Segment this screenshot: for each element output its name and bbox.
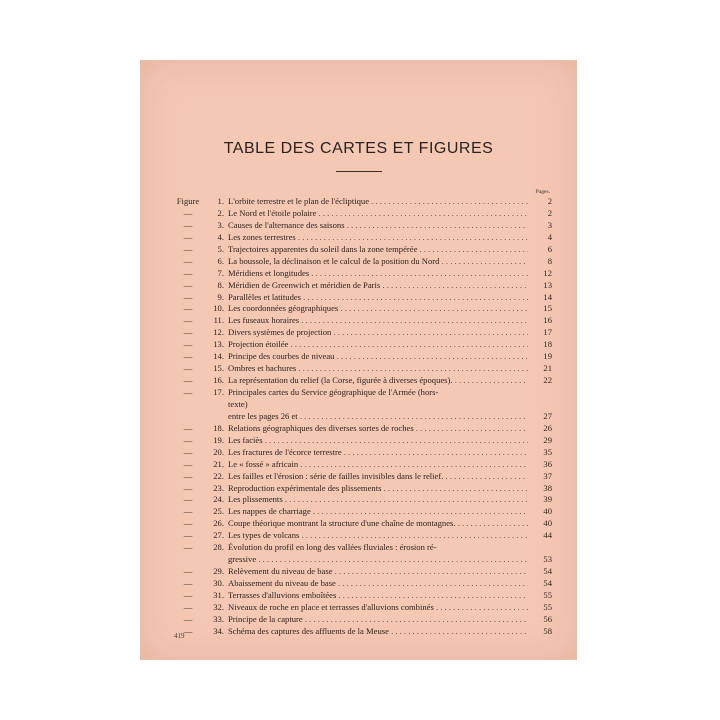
figure-lead: — <box>183 315 193 326</box>
toc-row <box>174 399 552 411</box>
toc-row <box>174 614 552 626</box>
table-of-figures <box>174 196 552 638</box>
figure-page: 38 <box>543 482 552 493</box>
figure-lead: — <box>183 255 193 266</box>
figure-page: 58 <box>543 625 552 636</box>
figure-title: Les nappes de charriage . . . <box>228 506 528 518</box>
figure-title: gressive . . . <box>228 554 528 566</box>
figure-page: 55 <box>543 601 552 612</box>
figure-title: Les faciès . . . <box>228 435 528 447</box>
toc-row <box>174 530 552 542</box>
figure-page: 13 <box>543 279 552 290</box>
figure-number: 27. <box>213 530 224 541</box>
figure-number: 25. <box>213 506 224 517</box>
title-rule <box>336 171 382 172</box>
toc-row <box>174 387 552 399</box>
figure-number: 4. <box>217 231 224 242</box>
figure-page: 54 <box>543 566 552 577</box>
figure-title: Projection étoilée . . . <box>228 339 528 351</box>
figure-page: 14 <box>543 291 552 302</box>
toc-row <box>174 268 552 280</box>
figure-number: 26. <box>213 518 224 529</box>
toc-row <box>174 208 552 220</box>
toc-row <box>174 590 552 602</box>
figure-number: 15. <box>213 363 224 374</box>
figure-number: 21. <box>213 458 224 469</box>
figure-lead: — <box>183 470 193 481</box>
figure-title: Le Nord et l'étoile polaire . . . <box>228 208 528 220</box>
figure-title: Relations géographiques des diverses sortes de roches . . . <box>228 423 528 435</box>
figure-number: 22. <box>213 470 224 481</box>
figure-page: 2 <box>547 207 552 218</box>
figure-lead: — <box>183 219 193 230</box>
figure-page: 40 <box>543 506 552 517</box>
figure-lead: — <box>183 339 193 350</box>
toc-row <box>174 339 552 351</box>
toc-row <box>174 280 552 292</box>
figure-page: 56 <box>543 613 552 624</box>
toc-row <box>174 363 552 375</box>
figure-number: 30. <box>213 578 224 588</box>
toc-row <box>174 232 552 244</box>
figure-number: 28. <box>213 542 224 553</box>
figure-title: Les failles et l'érosion : série de failles invisibles dans le relief. . . . <box>228 471 528 483</box>
toc-row <box>174 506 552 518</box>
figure-page: 2 <box>547 196 552 206</box>
figure-page: 44 <box>543 530 552 541</box>
figure-number: 16. <box>213 375 224 386</box>
figure-number: 32. <box>213 601 224 612</box>
toc-row <box>174 494 552 506</box>
toc-row <box>174 303 552 315</box>
figure-lead: — <box>183 267 193 278</box>
figure-number: 34. <box>213 625 224 636</box>
figure-title: Parallèles et latitudes . . . <box>228 292 528 304</box>
toc-row <box>174 315 552 327</box>
figure-lead: — <box>183 601 193 612</box>
figure-title: Terrasses d'alluvions emboîtées . . . <box>228 590 528 602</box>
figure-title: Causes de l'alternance des saisons . . . <box>228 220 528 232</box>
figure-lead: Figure <box>176 196 200 206</box>
toc-row <box>174 292 552 304</box>
figure-lead: — <box>183 422 193 433</box>
figure-page: 6 <box>547 243 552 254</box>
toc-row <box>174 542 552 554</box>
figure-lead: — <box>183 363 193 374</box>
figure-number: 20. <box>213 446 224 457</box>
figure-page: 53 <box>543 554 552 565</box>
figure-page: 36 <box>543 458 552 469</box>
figure-lead: — <box>183 327 193 338</box>
toc-row <box>174 244 552 256</box>
page-title: TABLE DES CARTES ET FIGURES <box>223 140 494 157</box>
figure-page: 21 <box>543 363 552 374</box>
figure-number: 31. <box>213 589 224 600</box>
figure-page: 40 <box>543 518 552 529</box>
figure-number: 7. <box>217 267 224 278</box>
toc-row <box>174 375 552 387</box>
figure-page: 54 <box>543 578 552 588</box>
figure-page: 8 <box>547 255 552 266</box>
figure-title: Niveaux de roche en place et terrasses d'alluvions combinés . . . <box>228 602 528 614</box>
pages-column-header: Pages. <box>535 189 550 195</box>
figure-number: 14. <box>213 351 224 362</box>
toc-row <box>174 423 552 435</box>
toc-row <box>174 411 552 423</box>
figure-title: Principe de la capture . . . <box>228 614 528 626</box>
figure-lead: — <box>183 207 193 218</box>
page-number: 419 <box>174 632 185 640</box>
toc-row <box>174 602 552 614</box>
figure-number: 3. <box>217 219 224 230</box>
figure-lead: — <box>183 375 193 386</box>
figure-title: texte) <box>228 398 248 409</box>
figure-number: 11. <box>213 315 224 326</box>
figure-page: 12 <box>543 267 552 278</box>
figure-title: Schéma des captures des affluents de la Meuse . . . <box>228 626 528 638</box>
toc-row <box>174 626 552 638</box>
figure-lead: — <box>183 303 193 314</box>
toc-row <box>174 196 552 208</box>
figure-title: Relèvement du niveau de base . . . <box>228 566 528 578</box>
figure-title: Les fractures de l'écorce terrestre . . . <box>228 447 528 459</box>
toc-row <box>174 578 552 590</box>
toc-row <box>174 447 552 459</box>
figure-lead: — <box>183 458 193 469</box>
toc-row <box>174 483 552 495</box>
figure-lead: — <box>183 351 193 362</box>
figure-number: 10. <box>213 303 224 314</box>
figure-title: Les fuseaux horaires . . . <box>228 315 528 327</box>
figure-lead: — <box>183 542 193 553</box>
figure-number: 5. <box>217 243 224 254</box>
toc-row <box>174 435 552 447</box>
figure-title: Abaissement du niveau de base . . . <box>228 578 528 590</box>
figure-page: 26 <box>543 422 552 433</box>
figure-lead: — <box>183 494 193 505</box>
toc-row <box>174 554 552 566</box>
figure-page: 16 <box>543 315 552 326</box>
figure-number: 12. <box>213 327 224 338</box>
figure-page: 19 <box>543 351 552 362</box>
figure-lead: — <box>183 231 193 242</box>
figure-title: Les coordonnées géographiques . . . <box>228 303 528 315</box>
figure-page: 35 <box>543 446 552 457</box>
figure-page: 55 <box>543 589 552 600</box>
figure-title: Les plissements . . . <box>228 494 528 506</box>
figure-page: 39 <box>543 494 552 505</box>
figure-number: 13. <box>213 339 224 350</box>
figure-number: 29. <box>213 566 224 577</box>
figure-lead: — <box>183 243 193 254</box>
figure-title: Méridien de Greenwich et méridien de Paris . . . <box>228 280 528 292</box>
figure-lead: — <box>183 446 193 457</box>
figure-page: 4 <box>547 231 552 242</box>
figure-number: 18. <box>213 422 224 433</box>
figure-number: 6. <box>217 255 224 266</box>
figure-title: Divers systèmes de projection . . . <box>228 327 528 339</box>
figure-lead: — <box>183 530 193 541</box>
toc-row <box>174 518 552 530</box>
figure-lead: — <box>183 578 193 588</box>
figure-title: Principe des courbes de niveau . . . <box>228 351 528 363</box>
figure-title: Ombres et hachures . . . <box>228 363 528 375</box>
figure-title: La boussole, la déclinaison et le calcul de la position du Nord . . . <box>228 256 528 268</box>
figure-title: Le « fossé » africain . . . <box>228 459 528 471</box>
figure-page: 3 <box>547 219 552 230</box>
figure-number: 17. <box>213 387 224 397</box>
toc-row <box>174 256 552 268</box>
figure-number: 8. <box>217 279 224 290</box>
figure-lead: — <box>183 279 193 290</box>
figure-title: Reproduction expérimentale des plissements . . . <box>228 483 528 495</box>
figure-lead: — <box>183 625 193 636</box>
figure-lead: — <box>183 613 193 624</box>
figure-title: Évolution du profil en long des vallées fluviales : érosion ré- <box>228 542 437 553</box>
figure-page: 22 <box>543 375 552 386</box>
figure-page: 17 <box>543 327 552 338</box>
figure-title: entre les pages 26 et . . . <box>228 411 528 423</box>
toc-row <box>174 327 552 339</box>
figure-page: 37 <box>543 470 552 481</box>
figure-number: 2. <box>217 207 224 218</box>
figure-number: 19. <box>213 434 224 445</box>
figure-lead: — <box>183 566 193 577</box>
figure-number: 23. <box>213 482 224 493</box>
toc-row <box>174 220 552 232</box>
figure-title: Trajectoires apparentes du soleil dans la zone tempérée . . . <box>228 244 528 256</box>
figure-number: 1. <box>217 196 224 206</box>
figure-title: Méridiens et longitudes . . . <box>228 268 528 280</box>
toc-row <box>174 459 552 471</box>
figure-lead: — <box>183 387 193 397</box>
book-page <box>140 60 577 660</box>
figure-page: 29 <box>543 434 552 445</box>
figure-lead: — <box>183 506 193 517</box>
toc-row <box>174 566 552 578</box>
figure-page: 18 <box>543 339 552 350</box>
figure-title: Les types de volcans . . . <box>228 530 528 542</box>
figure-lead: — <box>183 589 193 600</box>
figure-number: 9. <box>217 291 224 302</box>
figure-title: L'orbite terrestre et le plan de l'écliptique . . . <box>228 196 528 208</box>
figure-lead: — <box>183 482 193 493</box>
figure-title: La représentation du relief (la Corse, figurée à diverses époques). . . . <box>228 375 528 387</box>
figure-number: 33. <box>213 613 224 624</box>
figure-page: 15 <box>543 303 552 314</box>
toc-row <box>174 471 552 483</box>
figure-number: 24. <box>213 494 224 505</box>
figure-page: 27 <box>543 410 552 421</box>
toc-row <box>174 351 552 363</box>
figure-lead: — <box>183 518 193 529</box>
figure-title: Les zones terrestres . . . <box>228 232 528 244</box>
figure-title: Coupe théorique montrant la structure d'une chaîne de montagnes. . . . <box>228 518 528 530</box>
figure-lead: — <box>183 434 193 445</box>
figure-title: Principales cartes du Service géographique de l'Armée (hors- <box>228 387 439 397</box>
figure-lead: — <box>183 291 193 302</box>
